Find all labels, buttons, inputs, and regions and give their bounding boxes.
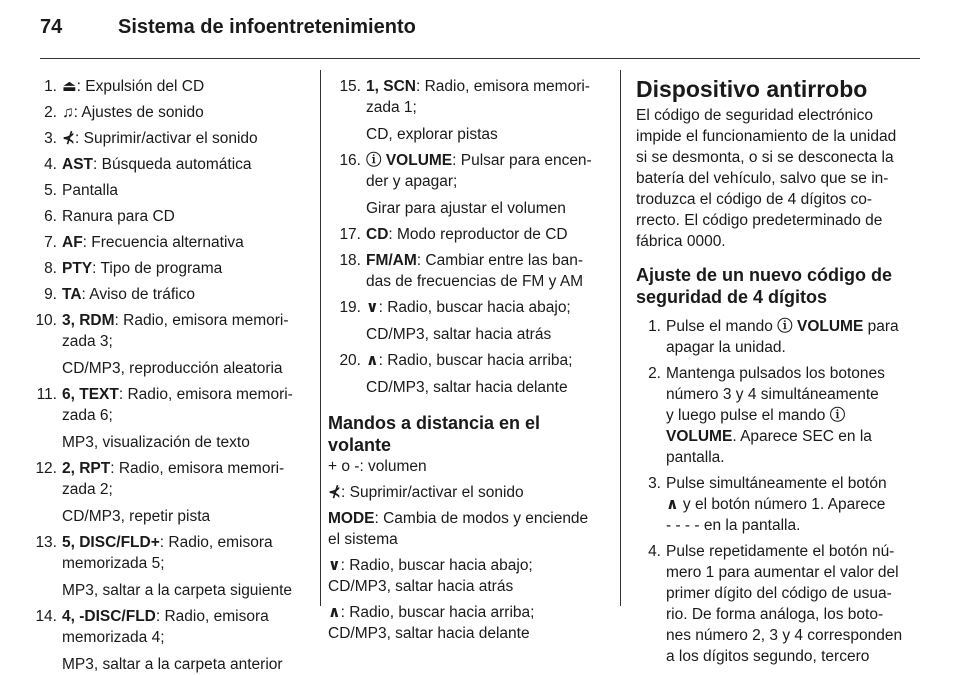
power-icon: ⓘ (829, 407, 846, 424)
page-header (40, 14, 920, 54)
chevron-up-icon: ∧ (328, 604, 341, 621)
column-divider-2 (620, 70, 621, 606)
list-item: 13. 5, DISC/FLD+: Radio, emisora memorizada 5; (35, 534, 273, 572)
header-divider (40, 58, 920, 59)
list-item: 8. PTY: Tipo de programa (44, 260, 223, 277)
list-item: 11. 6, TEXT: Radio, emisora memori- zada 6; (36, 386, 293, 424)
list-item: 3. Pulse simultáneamente el botón ∧ y el botón número 1. Aparece - - - - en la pantalla. (648, 475, 887, 534)
steering-section: Mandos a distancia en el volante + o -: volumen ⊀: Suprimir/activar el sonido MODE: Cambia de modos y enciende el sistema ∨: Radio, buscar hacia abajo; CD/MP3, saltar hacia atrás ∧: Radio, buscar hacia arriba; CD/MP3, saltar hacia delante (328, 412, 610, 644)
list-item: 15. 1, SCN: Radio, emisora memori- zada 1; (339, 78, 590, 116)
list-item: 9. TA: Aviso de tráfico (44, 286, 195, 303)
list-item: 1. ⏏: Expulsión del CD (44, 78, 205, 95)
controls-list-middle: 15. 1, SCN: Radio, emisora memori- zada 1; CD, explorar pistas 16. ⓘ VOLUME: Pulsar para encen- der y apagar; Girar para ajustar el volumen 17. CD: Modo reproductor de CD 18. FM/AM: Cambiar entre las ban- das de frecuencias de FM y AM 19. ∨: Radio, buscar hacia abajo; CD/MP3, saltar hacia atrás 20. ∧: Radio, buscar hacia arriba; CD/MP3, saltar hacia delante Mandos a distancia en el volante + o -: volumen ⊀: Suprimir/activar el sonido MODE: Cambia de modos y enciende el sistema ∨: Radio, buscar hacia abajo; CD/MP3, saltar hacia atrás ∧: Radio, buscar hacia arriba; CD/MP3, saltar hacia delante (328, 76, 610, 644)
list-item: 2. Mantenga pulsados los botones número 3 y 4 simultáneamente y luego pulse el mando ⓘ VOLUME. Aparece SEC en la pantalla. (648, 365, 885, 466)
column-divider-1 (320, 70, 321, 606)
chevron-up-icon: ∧ (366, 352, 379, 369)
chevron-down-icon: ∨ (328, 557, 341, 574)
controls-list-left: 1. ⏏: Expulsión del CD 2. ♫: Ajustes de sonido 3. ⊀: Suprimir/activar el sonido 4. AST: Búsqueda automática 5. Pantalla 6. Ranura para CD 7. AF: Frecuencia alternativa 8. PTY: Tipo de programa 9. TA: Aviso de tráfico 10. 3, RDM: Radio, emisora memori- zada 3; CD/MP3, reproducción aleatoria 11. 6, TEXT: Radio, emisora memori- zada 6; MP3, visualización de texto 12. 2, RPT: Radio, emisora memori- zada 2; CD/MP3, repetir pista 13. 5, DISC/FLD+: Radio, emisora memorizada 5; MP3, saltar a la carpeta siguiente 14. 4, -DISC/FLD: Radio, emisora memorizada 4; MP3, saltar a la carpeta anterior (24, 76, 316, 675)
list-item: 5. Pantalla (44, 182, 119, 199)
list-item: 10. 3, RDM: Radio, emisora memori- zada 3; (35, 312, 289, 350)
list-item: 12. 2, RPT: Radio, emisora memori- zada 2; (35, 460, 285, 498)
eject-icon: ⏏ (62, 78, 77, 95)
sound-settings-icon: ♫ (62, 104, 74, 121)
mute-icon: ⊀ (328, 484, 341, 501)
list-item: 2. ♫: Ajustes de sonido (44, 104, 204, 121)
list-item: 1. Pulse el mando ⓘ VOLUME para apagar la unidad. (648, 318, 899, 356)
steps-list (636, 316, 928, 667)
power-icon: ⓘ (366, 152, 382, 169)
list-item: 3. ⊀: Suprimir/activar el sonido (44, 130, 258, 147)
list-item: 7. AF: Frecuencia alternativa (44, 234, 244, 251)
list-item: 14. 4, -DISC/FLD: Radio, emisora memorizada 4; (35, 608, 269, 646)
subsection-heading: Ajuste de un nuevo código de seguridad de 4 dígitos (636, 265, 893, 307)
antitheft-section (636, 76, 928, 667)
chevron-up-icon: ∧ (666, 496, 679, 513)
page-number: 74 (40, 16, 63, 38)
page-title: Sistema de infoentretenimiento (118, 16, 416, 38)
power-icon: ⓘ (777, 318, 793, 335)
list-item: 4. Pulse repetidamente el botón nú- mero 1 para aumentar el valor del primer dígito del código de usua- rio. De forma análoga, los boto- nes número 2, 3 y 4 corresponden a los dígitos segundo, tercero (648, 543, 903, 665)
list-item: 18. FM/AM: Cambiar entre las ban- das de frecuencias de FM y AM (339, 252, 584, 290)
list-item: 17. CD: Modo reproductor de CD (339, 226, 568, 243)
list-item: 4. AST: Búsqueda automática (44, 156, 252, 173)
section-heading: Mandos a distancia en el volante (328, 413, 541, 455)
intro-paragraph: El código de seguridad electrónico impide el funcionamiento de la unidad si se desmonta, o si se desconecta la batería del vehículo, salvo que se in- troduzca el código de 4 dígitos co- rrecto. El código predeterminado de fábrica 0000. (636, 107, 897, 250)
list-item: 20. ∧: Radio, buscar hacia arriba; (339, 352, 573, 369)
chevron-down-icon: ∨ (366, 299, 379, 316)
section-title: Dispositivo antirrobo (636, 76, 868, 102)
mute-icon: ⊀ (62, 130, 75, 147)
list-item: 19. ∨: Radio, buscar hacia abajo; (339, 299, 571, 316)
list-item: 6. Ranura para CD (44, 208, 175, 225)
list-item: 16. ⓘ VOLUME: Pulsar para encen- der y apagar; (339, 152, 592, 190)
